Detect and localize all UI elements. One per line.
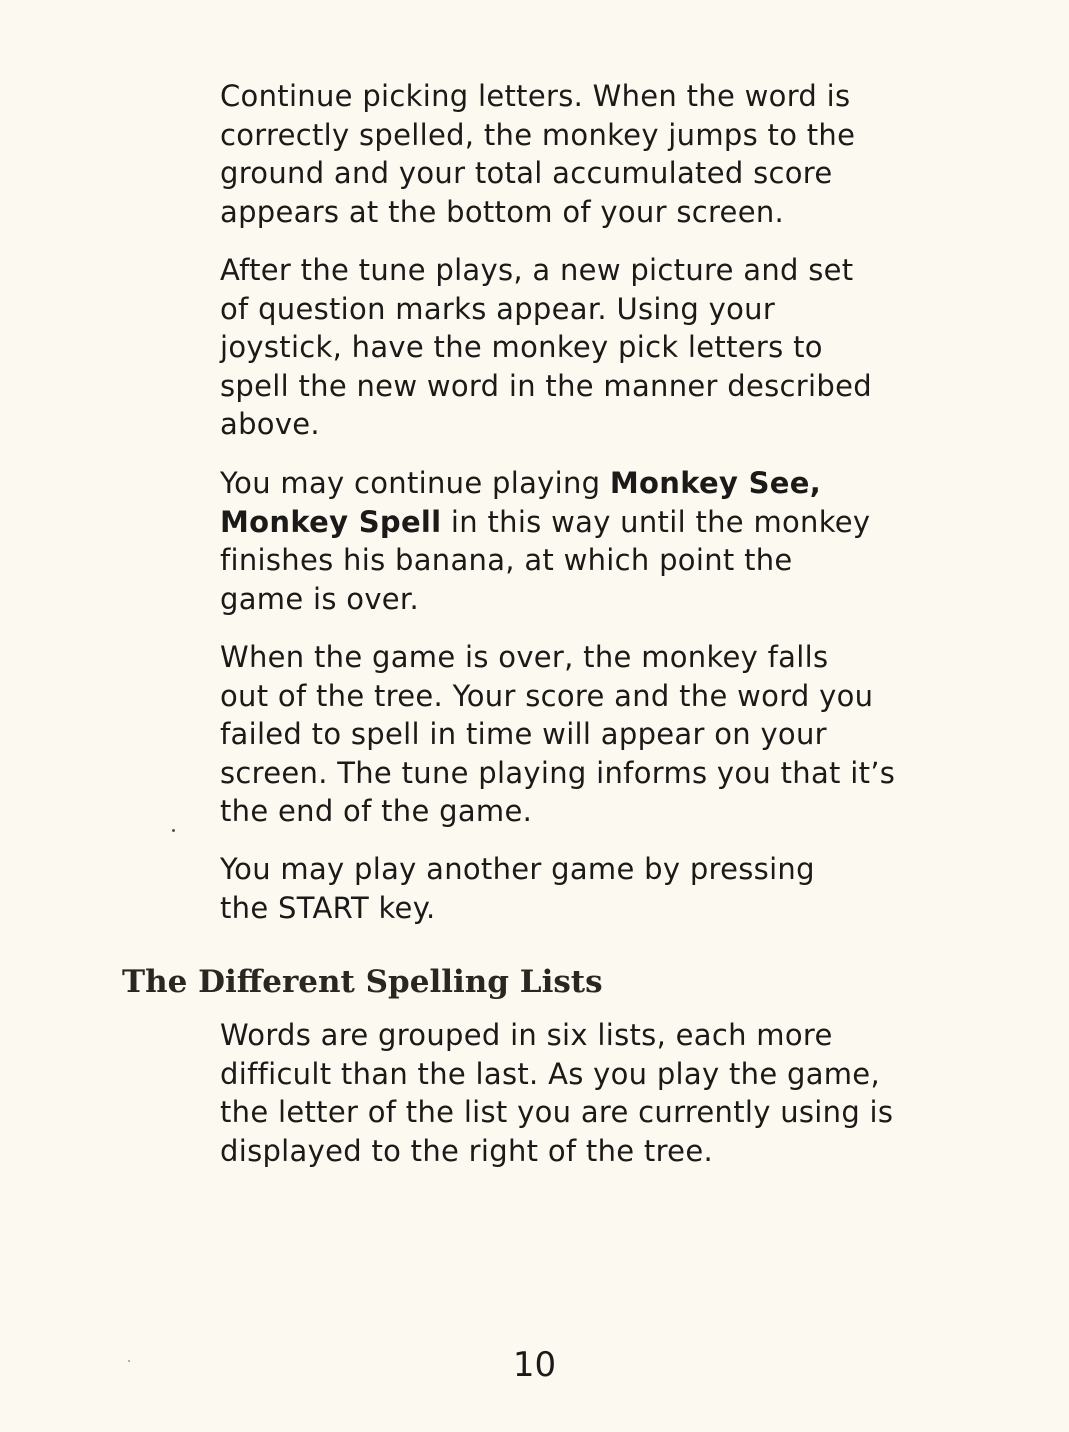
text-line: After the tune plays, a new picture and set	[220, 253, 854, 287]
text-line: correctly spelled, the monkey jumps to the	[220, 117, 856, 152]
text-line: You may play another game by pressing	[220, 852, 815, 886]
text-line: ground and your total accumulated score	[220, 156, 833, 190]
paragraph-after-tune	[220, 251, 960, 444]
game-title-bold: Monkey See,	[609, 466, 822, 500]
text-line: joystick, have the monkey pick letters to	[220, 330, 823, 364]
text-line: game is over.	[220, 581, 419, 616]
text-line: appears at the bottom of your screen.	[220, 194, 785, 229]
text-line	[220, 464, 960, 503]
text-line: the end of the game.	[220, 794, 533, 828]
text-line	[220, 503, 960, 542]
paragraph-game-over	[220, 638, 960, 831]
paragraph-continue-picking	[220, 77, 960, 231]
text-span: in this way until the monkey	[441, 504, 871, 539]
text-line: out of the tree. Your score and the word you	[220, 678, 874, 713]
text-line: When the game is over, the monkey falls	[220, 640, 829, 674]
text-line: spell the new word in the manner described	[220, 368, 872, 403]
text-line: difficult than the last. As you play the game,	[220, 1056, 880, 1091]
game-title-bold: Monkey Spell	[220, 504, 442, 539]
section-heading: The Different Spelling Lists	[122, 964, 603, 1000]
text-line: finishes his banana, at which point the	[220, 543, 793, 577]
text-line: the START key.	[220, 890, 436, 925]
text-line: Continue picking letters. When the word is	[220, 79, 851, 113]
text-span: You may continue playing	[220, 466, 610, 500]
text-line: displayed to the right of the tree.	[220, 1133, 713, 1168]
paragraph-continue-playing	[220, 464, 960, 618]
paragraph-spelling-lists	[220, 1016, 960, 1170]
text-line: the letter of the list you are currently using is	[220, 1095, 894, 1129]
scan-speck	[128, 1360, 130, 1362]
page-number: 10	[512, 1345, 557, 1385]
text-line: above.	[220, 407, 320, 441]
text-line: Words are grouped in six lists, each more	[220, 1018, 833, 1052]
paragraph-another-game	[220, 850, 960, 927]
text-line: of question marks appear. Using your	[220, 291, 776, 326]
scan-speck	[172, 829, 175, 832]
text-line: failed to spell in time will appear on your	[220, 717, 827, 751]
text-line: screen. The tune playing informs you that it’s	[220, 755, 896, 790]
